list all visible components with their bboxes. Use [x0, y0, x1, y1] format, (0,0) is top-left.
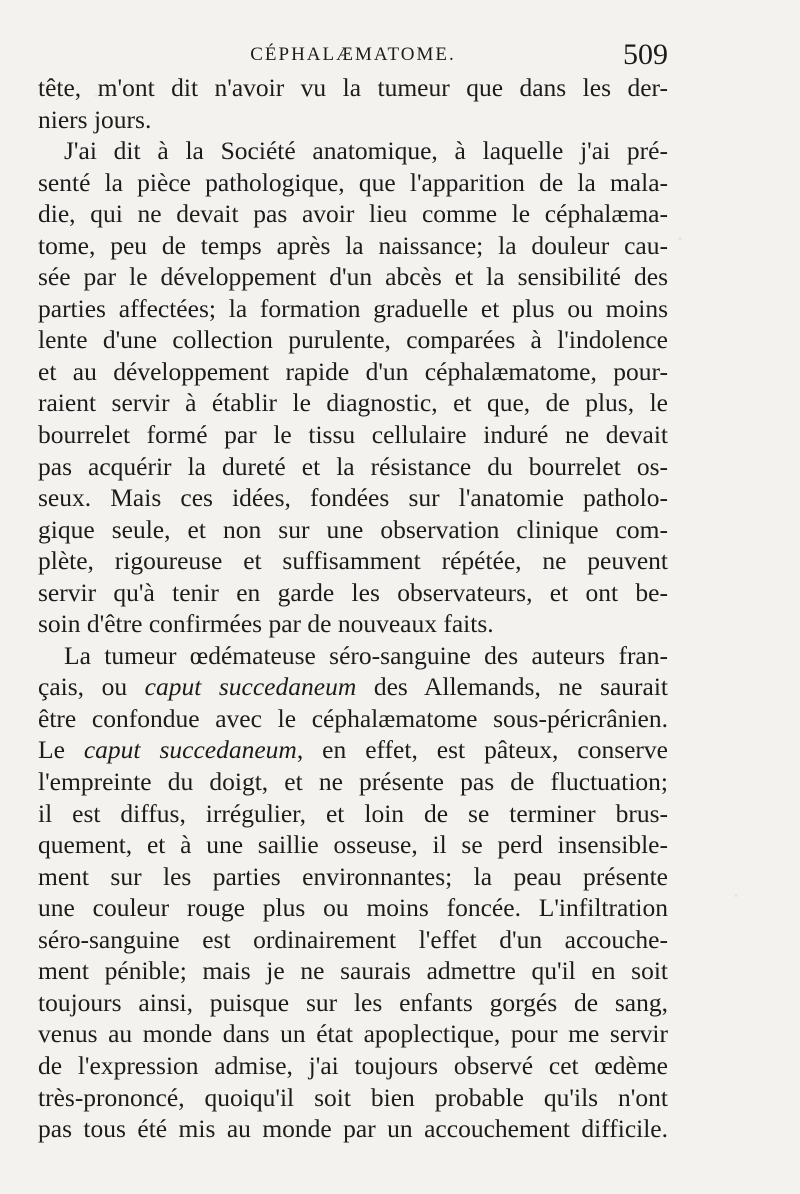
running-head: CÉPHALÆMATOME. — [250, 44, 456, 65]
text-line — [38, 324, 668, 356]
text-segment: gique seule, et non sur une observation clinique com- — [38, 514, 668, 544]
text-line — [38, 671, 668, 703]
text-segment: et au développement rapide d'un céphalæmatome, pour- — [38, 356, 668, 386]
text-segment: soin d'être confirmées par de nouveaux faits. — [38, 609, 494, 639]
text-segment: ment sur les parties environnantes; la peau présente — [38, 861, 668, 891]
text-line — [38, 104, 668, 136]
text-line — [38, 72, 668, 104]
text-segment: lente d'une collection purulente, comparées à l'indolence — [38, 325, 668, 355]
text-line — [38, 419, 668, 451]
text-line — [38, 545, 668, 577]
text-line — [38, 924, 668, 956]
text-line — [38, 293, 668, 325]
text-segment: toujours ainsi, puisque sur les enfants gorgés de sang, — [38, 987, 668, 1017]
text-segment: çais, ou — [38, 672, 145, 702]
text-line — [38, 640, 668, 672]
text-line — [38, 703, 668, 735]
text-segment: des Allemands, ne saurait — [356, 672, 668, 702]
text-line — [38, 198, 668, 230]
text-line — [38, 577, 668, 609]
text-segment: servir qu'à tenir en garde les observateurs, et ont be- — [38, 577, 668, 607]
text-segment: quement, et à une saillie osseuse, il se perd insensible- — [38, 830, 668, 860]
body-text — [38, 72, 668, 1145]
text-line — [38, 1113, 668, 1145]
text-segment: séro-sanguine est ordinairement l'effet d'un accouche- — [38, 924, 668, 954]
text-line — [38, 261, 668, 293]
text-segment: senté la pièce pathologique, que l'apparition de la mala- — [38, 167, 668, 197]
text-line — [38, 955, 668, 987]
page-number: 509 — [623, 38, 668, 71]
text-segment: La tumeur œdémateuse séro-sanguine des auteurs fran- — [64, 640, 668, 670]
text-line — [38, 1050, 668, 1082]
text-segment: de l'expression admise, j'ai toujours observé cet œdème — [38, 1050, 668, 1080]
text-segment: ment pénible; mais je ne saurais admettre qu'il en soit — [38, 956, 668, 986]
text-segment: plète, rigoureuse et suffisamment répétée, ne peuvent — [38, 546, 668, 576]
text-segment: die, qui ne devait pas avoir lieu comme le céphalæma- — [38, 199, 668, 229]
text-segment: pas acquérir la dureté et la résistance du bourrelet os- — [38, 451, 668, 481]
text-segment: sée par le développement d'un abcès et la sensibilité des — [38, 262, 668, 292]
text-segment: pas tous été mis au monde par un accouchement difficile. — [38, 1114, 668, 1144]
italic-term: caput succedaneum — [144, 672, 357, 702]
text-line — [38, 987, 668, 1019]
text-segment: tome, peu de temps après la naissance; la douleur cau- — [38, 230, 668, 260]
text-segment: seux. Mais ces idées, fondées sur l'anatomie patholo- — [38, 483, 668, 513]
text-segment: niers jours. — [38, 104, 152, 134]
text-line — [38, 829, 668, 861]
text-segment: , en effet, est pâteux, conserve — [296, 735, 668, 765]
text-segment: être confondue avec le céphalæmatome sous-péricrânien. — [38, 703, 668, 733]
text-line — [38, 766, 668, 798]
italic-term: caput succedaneum — [83, 735, 297, 765]
text-segment: l'empreinte du doigt, et ne présente pas de fluctuation; — [38, 767, 668, 797]
text-line — [38, 230, 668, 262]
text-line — [38, 514, 668, 546]
text-segment: il est diffus, irrégulier, et loin de se terminer brus- — [38, 798, 668, 828]
text-segment: venus au monde dans un état apoplectique, pour me servir — [38, 1019, 668, 1049]
text-line — [38, 861, 668, 893]
text-segment: une couleur rouge plus ou moins foncée. L'infiltration — [38, 893, 668, 923]
text-segment: tête, m'ont dit n'avoir vu la tumeur que dans les der- — [38, 73, 668, 102]
text-segment: J'ai dit à la Société anatomique, à laquelle j'ai pré- — [64, 136, 668, 166]
text-segment: Le — [38, 735, 84, 765]
text-line — [38, 798, 668, 830]
text-line — [38, 356, 668, 388]
page-header — [38, 40, 668, 70]
text-line — [38, 482, 668, 514]
text-segment: très-prononcé, quoiqu'il soit bien probable qu'ils n'ont — [38, 1082, 668, 1112]
text-line — [38, 1018, 668, 1050]
text-line — [38, 387, 668, 419]
text-line — [38, 1082, 668, 1114]
text-line — [38, 135, 668, 167]
text-line — [38, 892, 668, 924]
text-line — [38, 608, 668, 640]
text-line — [38, 167, 668, 199]
text-line — [38, 451, 668, 483]
text-segment: raient servir à établir le diagnostic, et que, de plus, le — [38, 388, 668, 418]
text-segment: bourrelet formé par le tissu cellulaire induré ne devait — [38, 420, 668, 450]
text-line — [38, 734, 668, 766]
text-segment: parties affectées; la formation graduelle et plus ou moins — [38, 293, 668, 323]
